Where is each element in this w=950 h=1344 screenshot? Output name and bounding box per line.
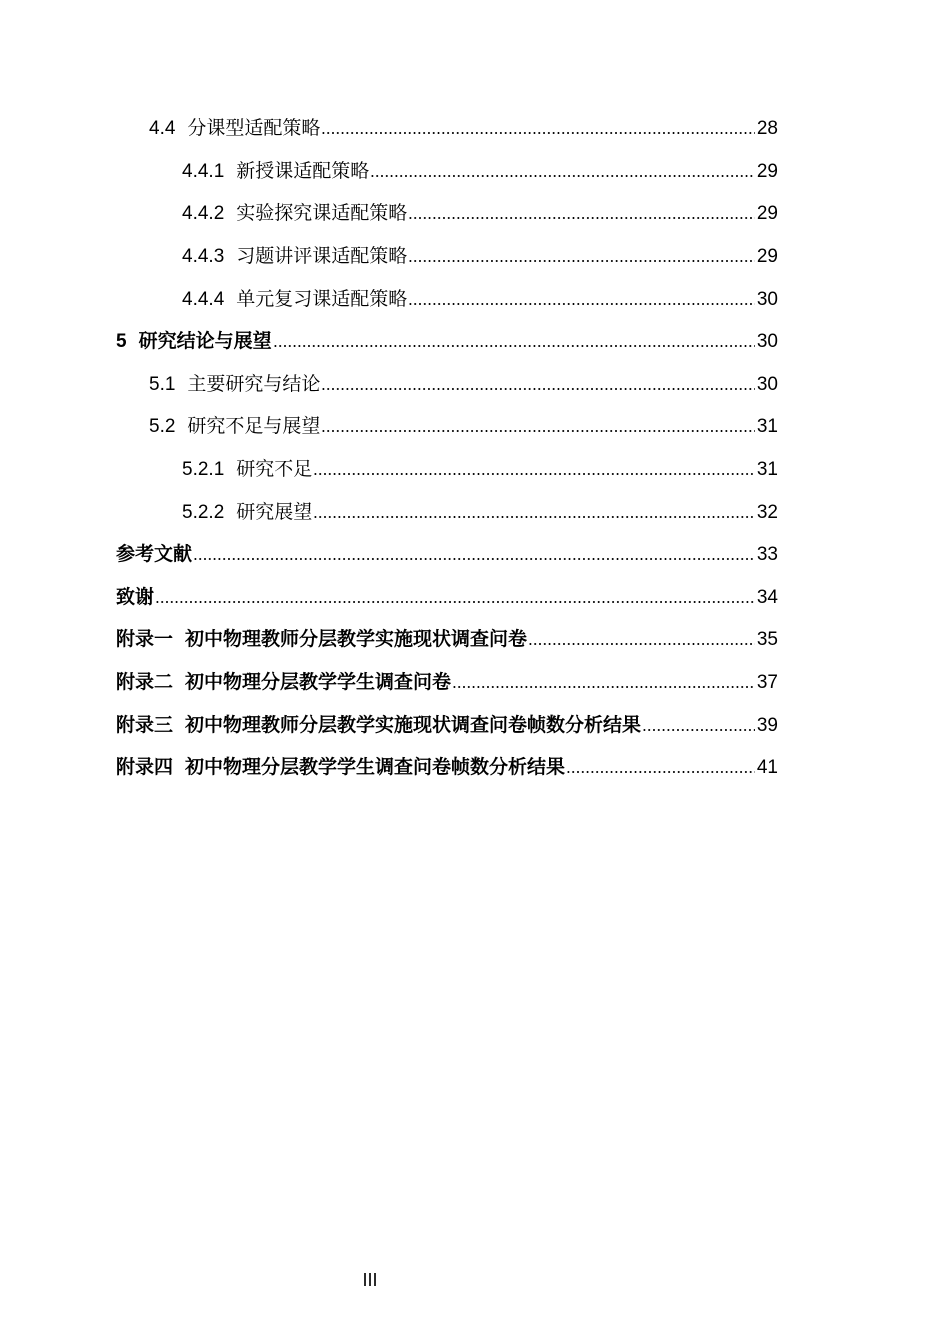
toc-entry-page: 30 xyxy=(756,331,778,353)
toc-entry-number: 5.2.2 xyxy=(182,501,225,523)
toc-entry[interactable] xyxy=(0,619,950,662)
toc-entry-number: 附录三 xyxy=(116,714,174,736)
toc-entry[interactable] xyxy=(0,491,950,534)
toc-entry-page: 28 xyxy=(756,118,778,140)
toc-entry-title: 初中物理分层教学学生调查问卷帧数分析结果 xyxy=(185,757,566,779)
toc-entry[interactable] xyxy=(0,193,950,236)
toc-entry[interactable] xyxy=(0,108,950,151)
toc-entry[interactable] xyxy=(0,364,950,407)
toc-entry-page: 31 xyxy=(756,459,778,481)
dot-leader xyxy=(313,473,755,475)
toc-entry-title: 习题讲评课适配策略 xyxy=(236,246,408,268)
dot-leader xyxy=(408,260,755,262)
toc-entry[interactable] xyxy=(0,449,950,492)
toc-entry-page: 32 xyxy=(756,501,778,523)
toc-entry-number: 5.2.1 xyxy=(182,459,225,481)
toc-entry-number: 4.4 xyxy=(149,118,176,140)
dot-leader xyxy=(193,558,755,560)
dot-leader xyxy=(528,643,755,645)
toc-entry[interactable] xyxy=(0,278,950,321)
toc-entry-title: 研究展望 xyxy=(236,501,313,523)
toc-entry-page: 31 xyxy=(756,416,778,438)
toc-entry-number: 附录四 xyxy=(116,757,174,779)
dot-leader xyxy=(642,729,755,731)
dot-leader xyxy=(321,388,755,390)
toc-entry-title: 新授课适配策略 xyxy=(236,160,370,182)
dot-leader xyxy=(566,771,755,773)
dot-leader xyxy=(408,217,755,219)
toc-entry-page: 34 xyxy=(756,586,778,608)
toc-entry-number: 5 xyxy=(116,331,127,353)
toc-entry[interactable] xyxy=(0,534,950,577)
toc-entry-title: 参考文献 xyxy=(116,544,193,566)
toc-entry-number: 5.1 xyxy=(149,373,176,395)
dot-leader xyxy=(321,430,755,432)
toc-entry-page: 41 xyxy=(756,757,778,779)
toc-entry-page: 39 xyxy=(756,714,778,736)
toc-entry-page: 35 xyxy=(756,629,778,651)
dot-leader xyxy=(273,345,755,347)
dot-leader xyxy=(408,303,755,305)
toc-entry-title: 初中物理分层教学学生调查问卷 xyxy=(185,672,452,694)
toc-entry-page: 29 xyxy=(756,203,778,225)
toc-entry-title: 致谢 xyxy=(116,586,155,608)
dot-leader xyxy=(452,686,755,688)
toc-entry-page: 30 xyxy=(756,373,778,395)
toc-entry-title: 研究结论与展望 xyxy=(138,331,272,353)
toc-entry-title: 实验探究课适配策略 xyxy=(236,203,408,225)
toc-entry-page: 29 xyxy=(756,246,778,268)
toc-entry-title: 研究不足 xyxy=(236,459,313,481)
toc-entry-number: 5.2 xyxy=(149,416,176,438)
toc-entry-number: 附录一 xyxy=(116,629,174,651)
toc-entry-number: 4.4.3 xyxy=(182,246,225,268)
toc-entry-page: 33 xyxy=(756,544,778,566)
toc-entry[interactable] xyxy=(0,704,950,747)
dot-leader xyxy=(313,516,755,518)
toc-entry[interactable] xyxy=(0,662,950,705)
toc-entry-number: 4.4.4 xyxy=(182,288,225,310)
toc-entry-title: 分课型适配策略 xyxy=(187,118,321,140)
dot-leader xyxy=(155,601,755,603)
toc-entry-title: 单元复习课适配策略 xyxy=(236,288,408,310)
toc-entry-page: 29 xyxy=(756,160,778,182)
toc-entry-title: 初中物理教师分层教学实施现状调查问卷 xyxy=(185,629,528,651)
toc-entry-page: 30 xyxy=(756,288,778,310)
toc-entry-title: 研究不足与展望 xyxy=(187,416,321,438)
page-number-footer: III xyxy=(362,1270,378,1290)
toc-entry-number: 4.4.2 xyxy=(182,203,225,225)
toc-entry-title: 主要研究与结论 xyxy=(187,373,321,395)
toc-entry-number: 4.4.1 xyxy=(182,160,225,182)
toc-entry[interactable] xyxy=(0,151,950,194)
toc-entry[interactable] xyxy=(0,321,950,364)
dot-leader xyxy=(321,132,755,134)
toc-entry-page: 37 xyxy=(756,672,778,694)
toc-entry-number: 附录二 xyxy=(116,672,174,694)
toc-entry[interactable] xyxy=(0,236,950,279)
toc-entry[interactable] xyxy=(0,406,950,449)
toc-entry[interactable] xyxy=(0,577,950,620)
table-of-contents xyxy=(0,108,950,790)
dot-leader xyxy=(370,175,755,177)
toc-entry[interactable] xyxy=(0,747,950,790)
toc-entry-title: 初中物理教师分层教学实施现状调查问卷帧数分析结果 xyxy=(185,714,642,736)
